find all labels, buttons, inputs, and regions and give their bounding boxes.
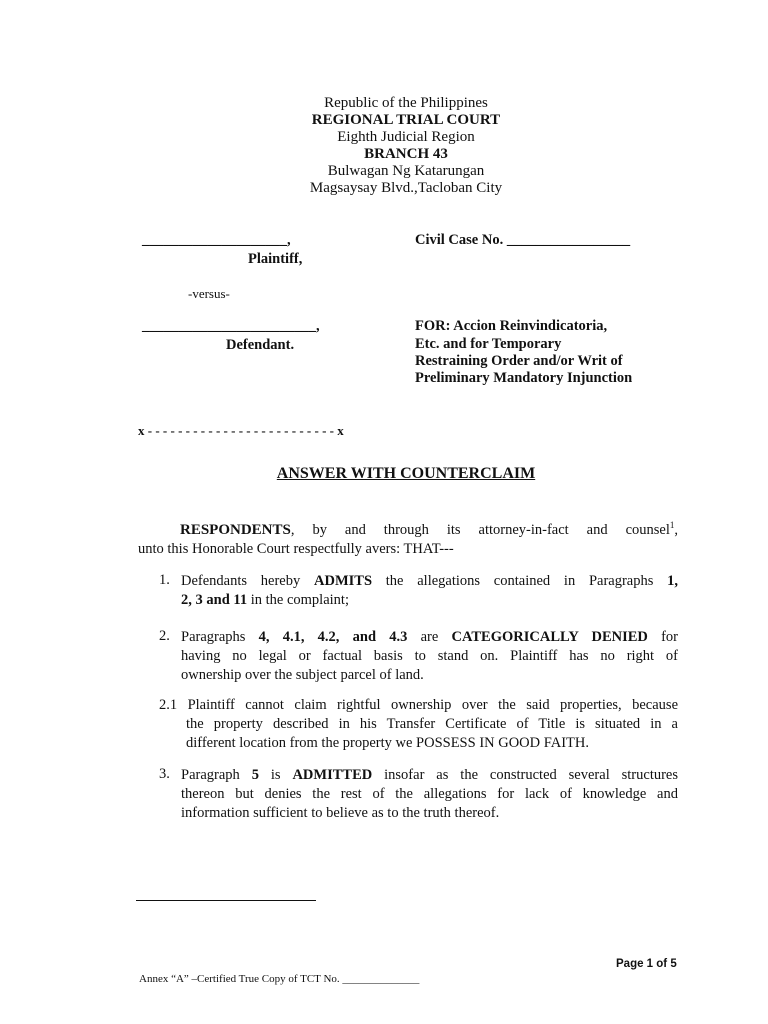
item-3-line-3: information sufficient to believe as to the truth thereof.	[181, 805, 500, 821]
item-2-1-line-2: the property described in his Transfer Certificate of Title is situated in a	[186, 716, 678, 732]
item-1	[181, 572, 678, 610]
item-3-number: 3.	[159, 766, 170, 782]
plaintiff-label: Plaintiff,	[248, 251, 303, 267]
versus-label: -versus-	[188, 286, 230, 301]
item-2-line-3: ownership over the subject parcel of land.	[181, 667, 424, 683]
item-2-1-line-3: different location from the property we POSSESS IN GOOD FAITH.	[186, 735, 589, 751]
item-2-1	[159, 696, 678, 753]
for-line-1: FOR: Accion Reinvindicatoria,	[415, 318, 608, 334]
intro-lead: RESPONDENTS	[180, 522, 291, 538]
item-2-line-1	[181, 628, 678, 647]
item-3-pre: Paragraph	[181, 767, 252, 783]
header-address: Magsaysay Blvd.,Tacloban City	[309, 180, 503, 196]
item-1-pre: Defendants hereby	[181, 573, 314, 589]
for-line-3: Restraining Order and/or Writ of	[415, 353, 623, 369]
intro-paragraph	[138, 521, 678, 559]
caption-separator: x - - - - - - - - - - - - - - - - - - - - - - - - - x	[138, 423, 344, 438]
for-line-4: Preliminary Mandatory Injunction	[415, 370, 633, 386]
plaintiff-blank: ____________________,	[142, 232, 291, 248]
header-court: REGIONAL TRIAL COURT	[311, 112, 501, 128]
intro-line-1	[138, 521, 678, 540]
header-republic: Republic of the Philippines	[324, 95, 488, 111]
item-2-line-2: having no legal or factual basis to stand on. Plaintiff has no right of	[181, 648, 678, 664]
footnote-separator	[136, 900, 316, 901]
item-2-denied: CATEGORICALLY DENIED	[451, 629, 648, 645]
defendant-blank: ________________________,	[142, 318, 320, 334]
header-branch: BRANCH 43	[364, 146, 448, 162]
item-2-number: 2.	[159, 628, 170, 644]
item-3-par-5: 5	[251, 767, 259, 783]
page-number: Page 1 of 5	[616, 958, 677, 970]
item-3	[181, 766, 678, 823]
item-2-pars: 4, 4.1, 4.2,	[258, 629, 340, 645]
document-title: ANSWER WITH COUNTERCLAIM	[276, 465, 536, 482]
footnote-marker: 1	[669, 520, 675, 531]
item-1-par-1: 1,	[667, 573, 679, 589]
footnote-annex: Annex “A” –Certified True Copy of TCT No. ______________	[139, 973, 420, 985]
item-3-line-2: thereon but denies the rest of the allegations for lack of knowledge and	[181, 786, 678, 802]
item-2-post: for	[647, 629, 679, 645]
item-2	[181, 628, 678, 685]
intro-line-2: unto this Honorable Court respectfully avers: THAT---	[138, 541, 454, 557]
item-2-1-line-1: 2.1 Plaintiff cannot claim rightful ownership over the said properties, because	[159, 697, 678, 713]
item-3-line-1	[181, 766, 678, 785]
header-region: Eighth Judicial Region	[337, 129, 475, 145]
item-2-par-43: 4.3	[389, 629, 408, 645]
intro-text-b: ,	[674, 522, 678, 538]
item-1-admits: ADMITS	[314, 573, 373, 589]
civil-case-no: Civil Case No. _________________	[415, 232, 631, 248]
item-3-post: insofar as the constructed several structures	[372, 767, 679, 783]
for-line-2: Etc. and for Temporary	[415, 336, 562, 352]
item-1-line-1	[181, 572, 678, 591]
item-2-mid: are	[407, 629, 452, 645]
item-1-post: in the complaint;	[247, 592, 349, 608]
header-building: Bulwagan Ng Katarungan	[327, 163, 485, 179]
item-2-pre: Paragraphs	[181, 629, 259, 645]
item-1-par-2-3: 2, 3	[181, 592, 203, 608]
intro-text-a: , by and through its attorney-in-fact and counsel	[290, 522, 670, 538]
item-2-and: and	[339, 629, 390, 645]
item-3-mid: is	[258, 767, 293, 783]
item-1-par-11: and 11	[206, 592, 248, 608]
item-1-mid: the allegations contained in Paragraphs	[372, 573, 668, 589]
item-3-admitted: ADMITTED	[292, 767, 373, 783]
item-1-line-2	[181, 591, 678, 610]
item-1-number: 1.	[159, 572, 170, 588]
defendant-label: Defendant.	[226, 337, 295, 353]
